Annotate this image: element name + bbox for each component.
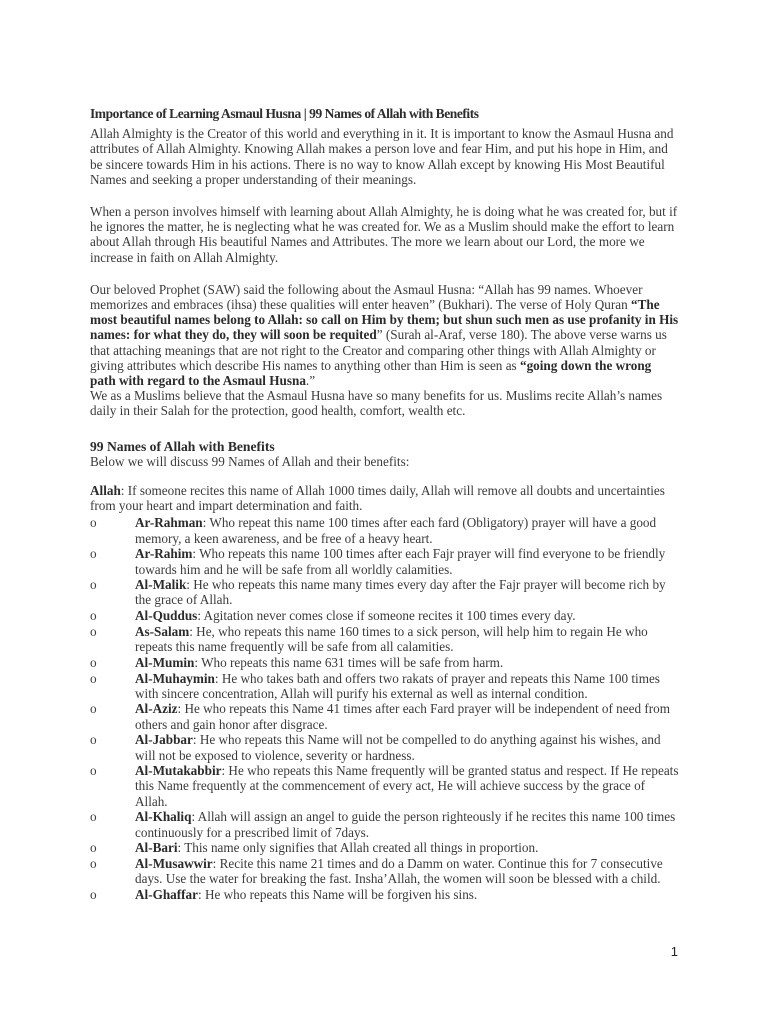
name-list-item (90, 624, 680, 654)
bullet-marker: o (90, 886, 97, 902)
p3-text-c: ” (Surah al-Araf, verse 180). The above verse warns us that attaching meanings that are not right to the Creator and comparing other things with Allah Almighty or giving attributes which describe His names to anything other than Him is seen as (90, 327, 667, 373)
bullet-marker: o (90, 654, 97, 670)
name-benefit: : He who repeats this Name 41 times after each Fard prayer will be independent of need from others and gain honor after disgrace. (135, 701, 671, 732)
divine-name: Al-Bari (135, 840, 178, 856)
divine-name: Al-Malik (135, 577, 187, 593)
bullet-marker: o (90, 577, 97, 593)
name-benefit: : He who repeats this Name will be forgiven his sins. (198, 886, 478, 902)
divine-name: Al-Jabbar (135, 732, 193, 748)
page-number: 1 (670, 944, 678, 959)
intro-paragraph-2: When a person involves himself with learning about Allah Almighty, he is doing what he was created for, but if he ignores the matter, he is neglecting what he was created for. We as a Muslim should make the effort to learn about Allah through His beautiful Names and Attributes. The more we learn about our Lord, the more we increase in faith on Allah Almighty. (90, 204, 678, 265)
name-benefit: : Allah will assign an angel to guide the person righteously if he recites this name 100 times continuously for a prescribed limit of 7days. (135, 809, 676, 840)
name-benefit: : He who repeats this Name frequently will be granted status and respect. If He repeats this Name frequently at the commencement of every act, He will achieve success by the grace of Allah. (135, 763, 679, 809)
name-list-item (90, 887, 680, 902)
divine-name: Al-Ghaffar (135, 886, 198, 902)
bullet-marker: o (90, 840, 97, 856)
intro-paragraph-1: Allah Almighty is the Creator of this world and everything in it. It is important to know the Asmaul Husna and attributes of Allah Almighty. Knowing Allah makes a person love and fear Him, and put his hope in Him, and be sincere towards Him in his actions. There is no way to know Allah except by knowing His Most Beautiful Names and seeking a proper understanding of their meanings. (90, 126, 674, 187)
name-benefit: : He who repeats this name many times every day after the Fajr prayer will become rich by the grace of Allah. (135, 577, 666, 608)
page-content (90, 106, 680, 903)
divine-name: Al-Musawwir (135, 855, 213, 871)
name-list-item (90, 608, 680, 623)
bullet-marker: o (90, 809, 97, 825)
names-list (90, 515, 680, 902)
divine-name: Ar-Rahman (135, 515, 203, 531)
name-benefit: : This name only signifies that Allah created all things in proportion. (177, 840, 539, 856)
name-list-item (90, 809, 680, 839)
name-list-item (90, 671, 680, 701)
bullet-marker: o (90, 608, 97, 624)
divine-name: Al-Mutakabbir (135, 763, 222, 779)
name-list-item (90, 732, 680, 762)
bullet-marker: o (90, 623, 97, 639)
bullet-marker: o (90, 701, 97, 717)
name-list-item (90, 515, 680, 545)
name-benefit: : He who repeats this Name will not be compelled to do anything against his wishes, and will not be exposed to violence, severity or hardness. (135, 732, 661, 763)
p3-text-a: Our beloved Prophet (SAW) said the following about the Asmaul Husna: “Allah has 99 names. Whoever memorizes and embraces (ihsa) these qualities will enter heaven” (Bukhari). The verse of Holy Quran (90, 281, 643, 313)
name-benefit: : Who repeat this name 100 times after each fard (Obligatory) prayer will have a good memory, a keen awareness, and be free of a heavy heart. (135, 515, 657, 546)
divine-name: Ar-Rahim (135, 546, 193, 562)
allah-entry (90, 483, 680, 513)
allah-benefit: : If someone recites this name of Allah 1000 times daily, Allah will remove all doubts and uncertainties from your heart and impart determination and faith. (90, 483, 665, 514)
section-heading: 99 Names of Allah with Benefits (90, 438, 275, 454)
divine-name: Al-Muhaymin (135, 670, 215, 686)
divine-name: As-Salam (135, 623, 190, 639)
name-benefit: : Who repeats this name 631 times will be safe from harm. (194, 654, 504, 670)
divine-name: Al-Mumin (135, 654, 195, 670)
name-benefit: : He, who repeats this name 160 times to a sick person, will help him to regain He who repeats this name frequently will be safe from all calamities. (135, 623, 648, 655)
page-title: Importance of Learning Asmaul Husna | 99 Names of Allah with Benefits (90, 106, 479, 121)
divine-name: Al-Khaliq (135, 809, 192, 825)
name-list-item (90, 701, 680, 731)
name-list-item (90, 840, 680, 855)
name-benefit: : Agitation never comes close if someone recites it 100 times every day. (197, 608, 576, 624)
bullet-marker: o (90, 732, 97, 748)
bullet-marker: o (90, 515, 97, 531)
name-list-item (90, 856, 680, 886)
divine-name: Al-Quddus (135, 608, 198, 624)
wrong-path-quote: “going down the wrong path with regard to the Asmaul Husna (90, 357, 652, 389)
section-intro: Below we will discuss 99 Names of Allah and their benefits: (90, 453, 410, 469)
name-benefit: : Who repeats this name 100 times after each Fajr prayer will find everyone to be friendly towards him and he will be safe from all worldly calamities. (135, 546, 666, 577)
name-list-item (90, 577, 680, 607)
bullet-marker: o (90, 763, 97, 779)
bullet-marker: o (90, 855, 97, 871)
quran-quote: “The most beautiful names belong to Allah: so call on Him by them; but shun such men as use profanity in His names: for what they do, they will soon be requited (90, 297, 679, 343)
allah-name: Allah (90, 483, 121, 499)
name-list-item (90, 763, 680, 809)
p3-text-e: .” (305, 373, 316, 389)
name-benefit: : He who takes bath and offers two rakats of prayer and repeats this Name 100 times with sincere concentration, Allah will purify his external as well as internal condition. (135, 670, 660, 701)
divine-name: Al-Aziz (135, 701, 178, 717)
name-list-item (90, 655, 680, 670)
intro-paragraph-4: We as a Muslims believe that the Asmaul Husna have so many benefits for us. Muslims recite Allah’s names daily in their Salah for the protection, good health, comfort, wealth etc. (90, 388, 663, 419)
name-benefit: : Recite this name 21 times and do a Damm on water. Continue this for 7 consecutive days. Use the water for breaking the fast. Insha’Allah, the women will soon be blessed with a child. (135, 855, 663, 887)
bullet-marker: o (90, 670, 97, 686)
intro-paragraph-3 (90, 282, 680, 388)
name-list-item (90, 546, 680, 576)
bullet-marker: o (90, 546, 97, 562)
